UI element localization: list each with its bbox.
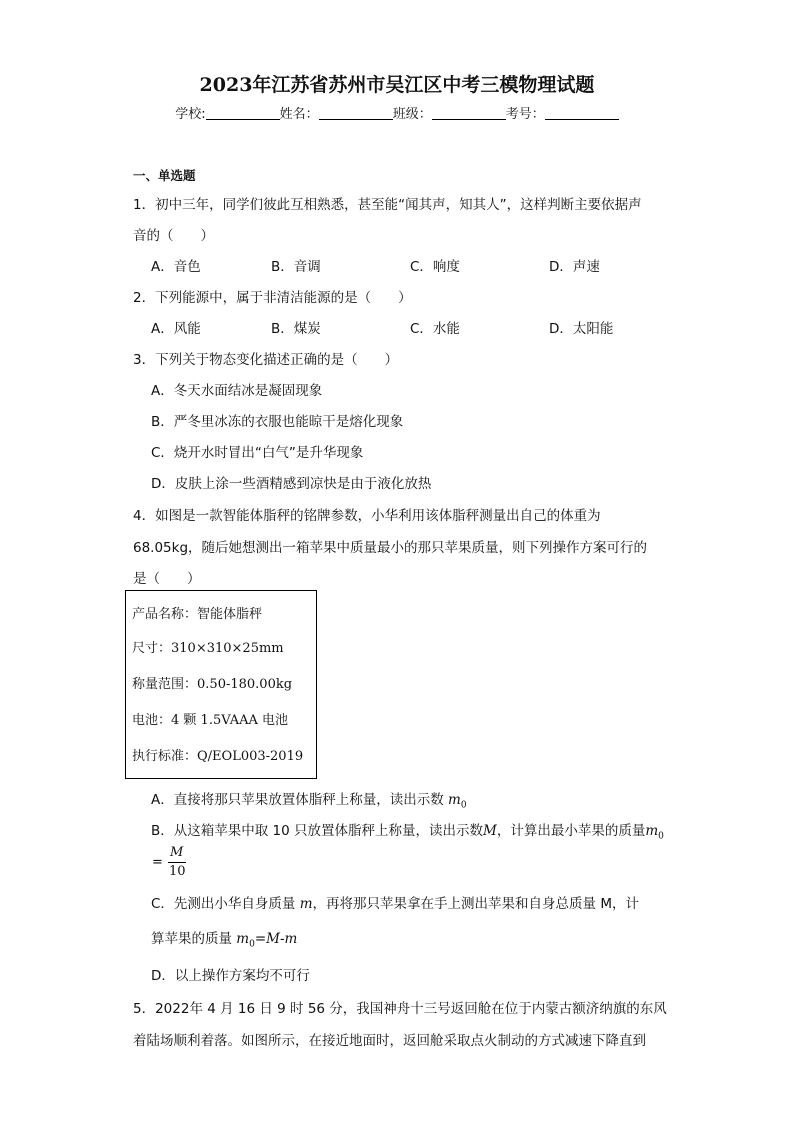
q2-option-a: A．风能 xyxy=(151,321,201,337)
name-label: 姓名： xyxy=(279,107,319,122)
q2-stem: 2．下列能源中，属于非清洁能源的是（ ） xyxy=(133,290,412,306)
page-title: 2023年江苏省苏州市吴江区中考三模物理试题 xyxy=(199,74,595,96)
q3-option-b: B．严冬里冰冻的衣服也能晾干是熔化现象 xyxy=(151,414,404,430)
q2-option-b: B．煤炭 xyxy=(271,321,321,337)
nameplate-battery: 电池：4 颗 1.5VAAA 电池 xyxy=(132,713,289,728)
q1-option-c: C．响度 xyxy=(410,259,460,275)
q4-stem-line1: 4．如图是一款智能体脂秤的铭牌参数，小华利用该体脂秤测量出自己的体重为 xyxy=(133,508,601,524)
q4-stem-line2: 68.05kg，随后她想测出一箱苹果中质量最小的那只苹果质量，则下列操作方案可行的 xyxy=(133,540,648,556)
q4-option-a: A．直接将那只苹果放置体脂秤上称量，读出示数 $m_0$ xyxy=(151,792,467,811)
exam-no-blank[interactable] xyxy=(545,105,619,120)
nameplate-range: 称量范围：0.50-180.00kg xyxy=(132,677,293,692)
q5-stem-line2: 着陆场顺利着落。如图所示，在接近地面时，返回舱采取点火制动的方式减速下降直到 xyxy=(133,1033,646,1049)
q3-stem: 3．下列关于物态变化描述正确的是（ ） xyxy=(133,352,399,368)
nameplate-box xyxy=(125,590,317,779)
exam-no-label: 考号： xyxy=(505,107,545,122)
nameplate-standard: 执行标准：Q/EOL003-2019 xyxy=(132,749,304,764)
q4-option-c-line2: 算苹果的质量 $m_0=M-m$ xyxy=(151,931,298,950)
q1-option-d: D．声速 xyxy=(549,259,600,275)
q2-option-d: D．太阳能 xyxy=(549,321,614,337)
q3-option-c: C．烧开水时冒出“白气”是升华现象 xyxy=(151,445,364,461)
class-blank[interactable] xyxy=(432,105,506,120)
name-blank[interactable] xyxy=(319,105,393,120)
q4-stem-line3: 是（ ） xyxy=(133,571,201,587)
q4-option-c-line1: C．先测出小华自身质量 m，再将那只苹果拿在手上测出苹果和自身总质量 M，计 xyxy=(151,896,639,912)
q3-option-d: D．皮肤上涂一些酒精感到凉快是由于液化放热 xyxy=(151,476,432,492)
school-blank[interactable] xyxy=(206,105,280,120)
q4-option-b: B．从这箱苹果中取 10 只放置体脂秤上称量，读出示数M，计算出最小苹果的质量$m_0$ xyxy=(151,823,664,842)
section-heading: 一、单选题 xyxy=(133,168,196,183)
q5-stem-line1: 5．2022年 4 月 16 日 9 时 56 分，我国神舟十三号返回舱在位于内蒙古额济纳旗的东风 xyxy=(133,1001,667,1017)
student-info-row xyxy=(0,103,794,122)
school-label: 学校: xyxy=(175,107,206,122)
class-label: 班级： xyxy=(392,107,432,122)
nameplate-size: 尺寸：310×310×25mm xyxy=(132,641,284,656)
q4-option-d: D．以上操作方案均不可行 xyxy=(151,968,310,984)
q1-stem-line1: 1．初中三年，同学们彼此互相熟悉，甚至能“闻其声，知其人”，这样判断主要依据声 xyxy=(133,197,642,213)
q3-option-a: A．冬天水面结冰是凝固现象 xyxy=(151,383,323,399)
q1-option-b: B．音调 xyxy=(271,259,321,275)
q2-option-c: C．水能 xyxy=(410,321,460,337)
nameplate-product: 产品名称：智能体脂秤 xyxy=(132,607,263,622)
q1-stem-line2: 音的（ ） xyxy=(133,228,214,244)
q1-option-a: A．音色 xyxy=(151,259,201,275)
